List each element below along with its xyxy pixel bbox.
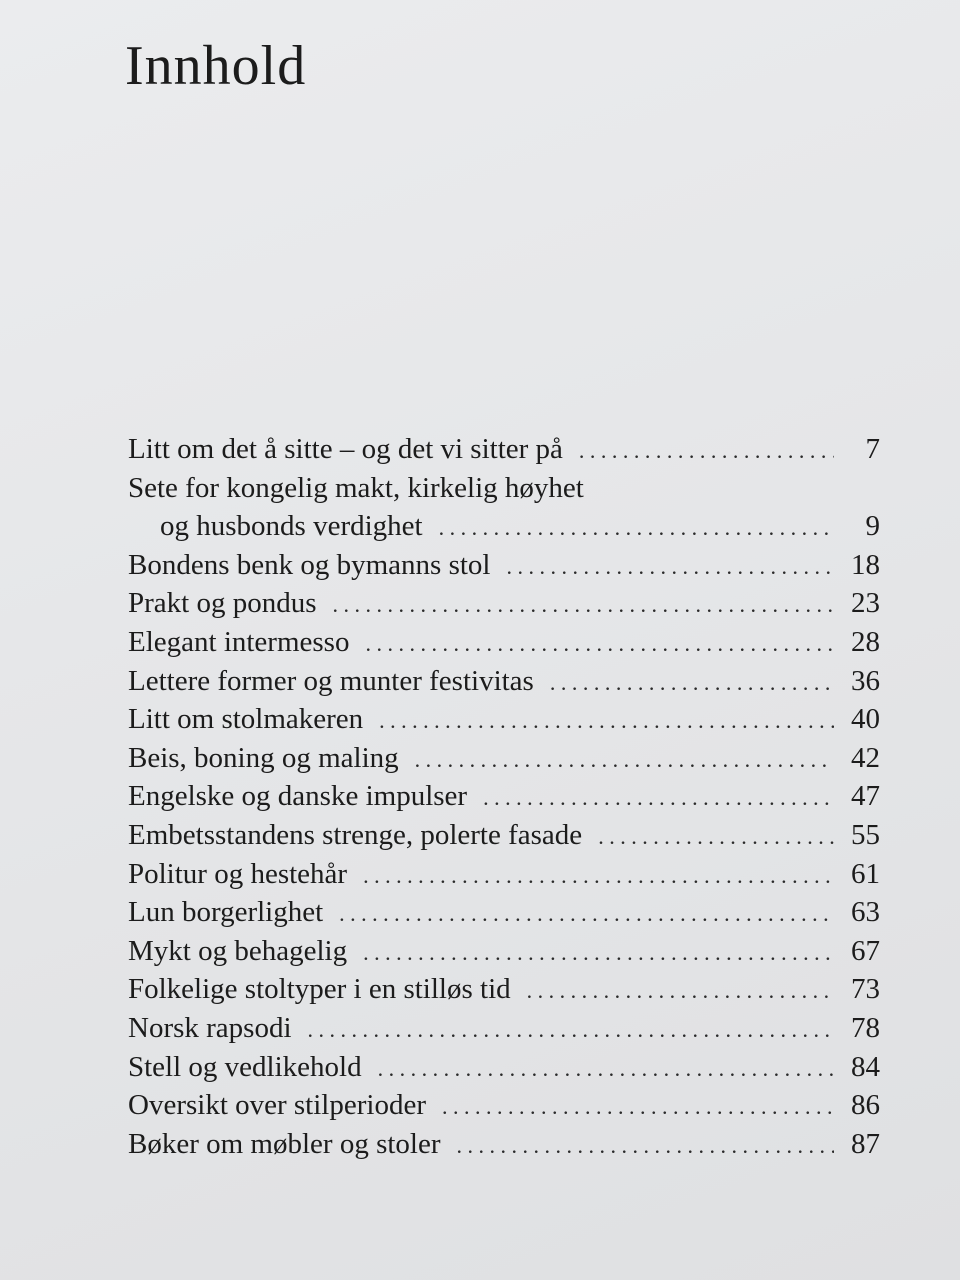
toc-entry-title: Litt om det å sitte – og det vi sitter på xyxy=(128,433,563,465)
dot-leader xyxy=(507,548,835,586)
toc-entry xyxy=(128,1009,880,1048)
toc-entry xyxy=(128,546,880,585)
toc-entry-title: Politur og hestehår xyxy=(128,857,348,890)
toc-entry xyxy=(128,816,880,855)
dot-leader xyxy=(439,509,834,547)
toc-entry-title: Oversikt over stilperioder xyxy=(128,1089,426,1122)
toc-entry xyxy=(128,739,880,778)
toc-entry-page: 84 xyxy=(851,1050,880,1083)
dot-leader xyxy=(378,1050,834,1088)
toc-entry xyxy=(128,1086,880,1125)
toc-entry-page: 61 xyxy=(851,857,880,890)
table-of-contents xyxy=(128,430,880,1163)
dot-leader xyxy=(339,895,834,933)
dot-leader xyxy=(365,625,834,663)
toc-entry-title: Folkelige stoltyper i en stilløs tid xyxy=(128,973,511,1006)
toc-entry-page: 86 xyxy=(851,1089,880,1122)
toc-entry-title: Embetsstandens strenge, polerte fasade xyxy=(128,818,583,851)
dot-leader xyxy=(483,779,834,817)
toc-entry xyxy=(128,700,880,739)
toc-entry xyxy=(128,893,880,932)
dot-leader xyxy=(363,857,834,895)
toc-entry xyxy=(128,855,880,894)
toc-entry-title: og husbonds verdighet xyxy=(160,510,423,543)
dot-leader xyxy=(308,1011,834,1049)
toc-entry-title: Elegant intermesso xyxy=(128,625,350,658)
dot-leader xyxy=(333,586,835,624)
dot-leader xyxy=(363,934,834,972)
dot-leader xyxy=(550,664,834,702)
dot-leader xyxy=(379,702,834,740)
toc-entry-title: Norsk rapsodi xyxy=(128,1011,292,1044)
toc-entry-title: Bøker om møbler og stoler xyxy=(128,1127,441,1160)
toc-entry-page: 28 xyxy=(851,625,880,658)
toc-entry-page: 7 xyxy=(865,433,880,465)
toc-entry-page: 67 xyxy=(851,934,880,967)
toc-entry-title: Mykt og behagelig xyxy=(128,934,348,967)
toc-entry-title: Beis, boning og maling xyxy=(128,741,399,774)
toc-entry xyxy=(128,469,880,508)
page-title: Innhold xyxy=(125,35,307,97)
toc-entry-page: 23 xyxy=(851,587,880,620)
dot-leader xyxy=(415,741,834,779)
toc-entry-title: Stell og vedlikehold xyxy=(128,1050,362,1083)
toc-entry-title: Lettere former og munter festivitas xyxy=(128,664,534,697)
toc-entry-page: 47 xyxy=(851,780,880,813)
toc-entry xyxy=(128,970,880,1009)
toc-entry-page: 87 xyxy=(851,1127,880,1160)
toc-entry xyxy=(128,584,880,623)
toc-entry xyxy=(128,662,880,701)
toc-entry xyxy=(128,1125,880,1164)
toc-entry xyxy=(128,430,880,469)
toc-entry-page: 9 xyxy=(865,510,880,543)
toc-entry-title: Engelske og danske impulser xyxy=(128,780,468,813)
toc-entry xyxy=(128,1048,880,1087)
toc-entry-page: 78 xyxy=(851,1011,880,1044)
toc-entry-title: Lun borgerlighet xyxy=(128,896,324,929)
toc-entry-page: 73 xyxy=(851,973,880,1006)
toc-entry-page: 63 xyxy=(851,896,880,929)
toc-entry-page: 55 xyxy=(851,818,880,851)
toc-entry-page: 40 xyxy=(851,703,880,736)
dot-leader xyxy=(579,432,834,470)
toc-entry-title: Litt om stolmakeren xyxy=(128,703,364,736)
toc-entry-page: 42 xyxy=(851,741,880,774)
toc-entry xyxy=(128,777,880,816)
toc-entry-title: Bondens benk og bymanns stol xyxy=(128,548,491,581)
toc-entry-title: Prakt og pondus xyxy=(128,587,317,620)
toc-entry-page: 36 xyxy=(851,664,880,697)
toc-entry-continuation xyxy=(128,507,880,546)
toc-entry xyxy=(128,932,880,971)
toc-entry-title: Sete for kongelig makt, kirkelig høyhet xyxy=(128,471,584,504)
dot-leader xyxy=(457,1127,834,1165)
dot-leader xyxy=(442,1088,834,1126)
dot-leader xyxy=(527,972,834,1010)
toc-entry-page: 18 xyxy=(851,548,880,581)
dot-leader xyxy=(598,818,834,856)
toc-entry xyxy=(128,623,880,662)
